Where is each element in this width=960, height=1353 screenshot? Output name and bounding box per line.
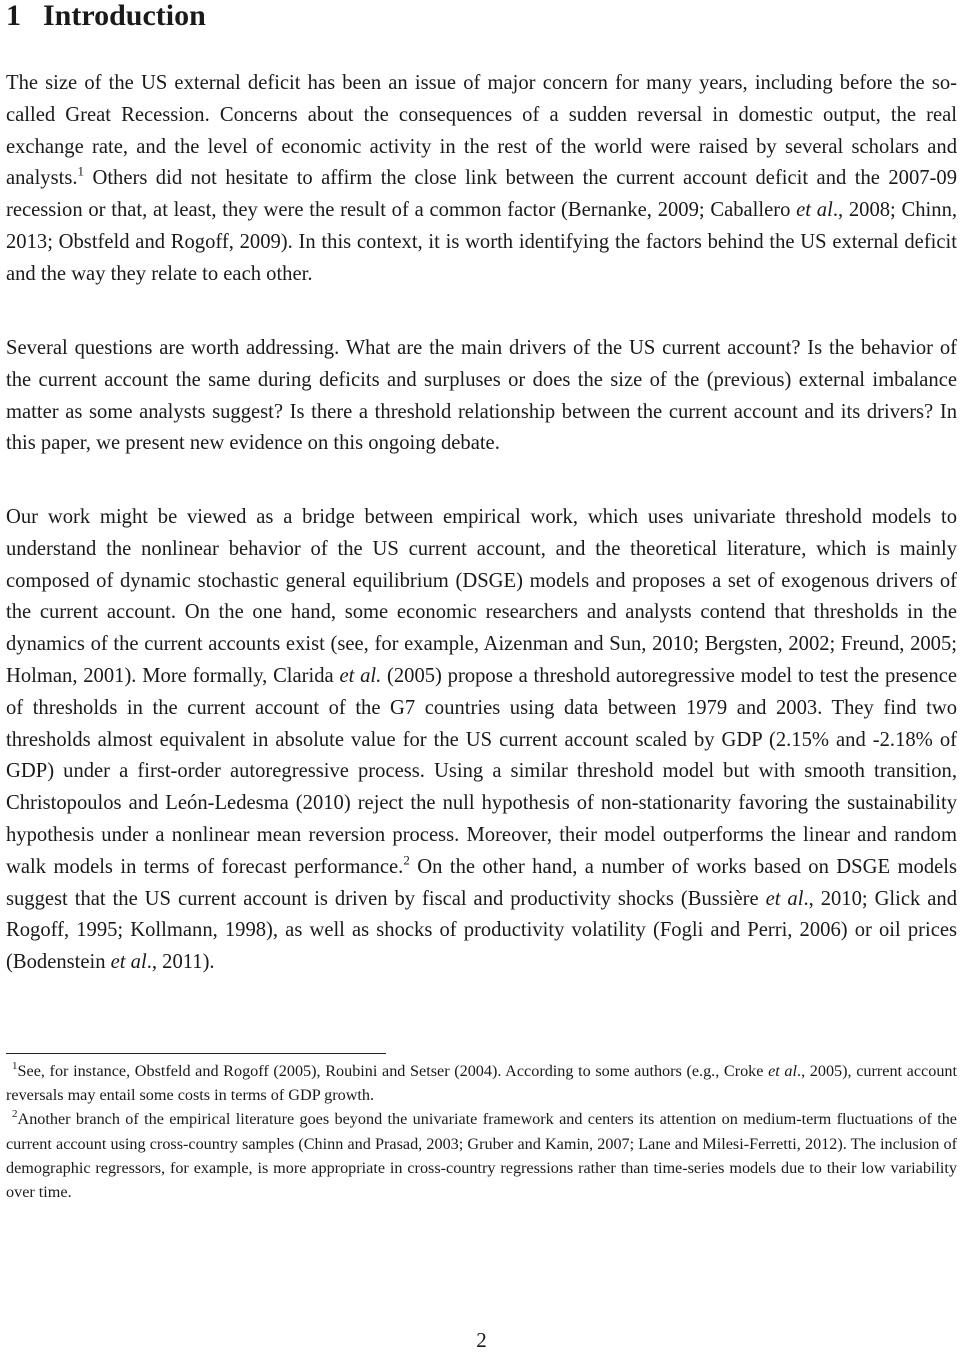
footnote-1-text-b: ., 2005), current account reversals may entail some costs in terms of GDP growth. <box>6 1062 958 1105</box>
footnote-2 <box>6 1107 957 1204</box>
et-al-italic: et al <box>796 199 833 222</box>
page-number: 2 <box>476 1328 487 1352</box>
et-al-italic: et al. <box>339 664 382 687</box>
et-al-italic: et al <box>765 887 804 910</box>
paragraph-3 <box>6 502 957 979</box>
paragraph-3-text-b: (2005) propose a threshold autoregressive model to test the presence of thresholds in the current account of the G7 countries using data between 1979 and 2003. They find two thresholds almost equivalent in absolute value for the US current account scaled by GDP (2.15% and -2.18% of GDP) under a first-order autoregressive process. Using a similar threshold model but with smooth transition, Christopoulos and León-Ledesma (2010) reject the null hypothesis of non-stationarity favoring the sustainability hypothesis under a nonlinear mean reversion process. Moreover, their model outperforms the linear and random walk models in terms of forecast performance. <box>6 664 957 878</box>
footnote-mark-2: 2 <box>12 1108 18 1121</box>
paragraph-2: Several questions are worth addressing. What are the main drivers of the US current account? Is the behavior of the current account the same during deficits and surpluses or does the size of the (previous) external imbalance matter as some analysts suggest? Is there a threshold relationship between the current account and its drivers? In this paper, we present new evidence on this ongoing debate. <box>6 337 957 455</box>
et-al-italic: et al <box>110 951 147 974</box>
footnotes <box>6 1059 957 1204</box>
footnote-ref-1[interactable]: 1 <box>77 163 84 179</box>
paragraph-1-text-a: The size of the US external deficit has been an issue of major concern for many years, including before the so-called Great Recession. Concerns about the consequences of a sudden reversal in domestic output, the real exchange rate, and the level of economic activity in the rest of the world were raised by several scholars and analysts. <box>6 72 957 190</box>
paragraph-3-text-c: On the other hand, a number of works based on DSGE models suggest that the US current account is driven by fiscal and productivity shocks (Bussière <box>6 855 957 910</box>
section-number: 1 <box>6 0 21 32</box>
et-al-italic: et al <box>768 1062 798 1080</box>
paragraph-3-text-e: ., 2011). <box>146 951 215 974</box>
section-heading <box>6 0 206 36</box>
footnote-mark-1: 1 <box>12 1059 18 1072</box>
paragraph-3-text-d: ., 2010; Glick and Rogoff, 1995; Kollmann, 1998), as well as shocks of productivity volatility (Fogli and Perri, 2006) or oil prices (Bodenstein <box>6 887 958 974</box>
footnote-rule <box>6 1053 386 1054</box>
paragraph-1-text-c: ., 2008; Chinn, 2013; Obstfeld and Rogoff, 2009). In this context, it is worth identifying the factors behind the US external deficit and the way they relate to each other. <box>6 199 958 285</box>
footnote-ref-2[interactable]: 2 <box>403 852 410 868</box>
section-title: Introduction <box>43 0 206 32</box>
paragraph-1-text-b: Others did not hesitate to affirm the close link between the current account deficit and the 2007-09 recession or that, at least, they were the result of a common factor (Bernanke, 2009; Caballero <box>6 167 957 222</box>
footnote-1 <box>6 1059 957 1107</box>
footnote-1-text-a: See, for instance, Obstfeld and Rogoff (2005), Roubini and Setser (2004). According to some authors (e.g., Croke <box>17 1062 769 1080</box>
paragraph-3-text-a: Our work might be viewed as a bridge between empirical work, which uses univariate threshold models to understand the nonlinear behavior of the US current account, and the theoretical literature, which is mainly composed of dynamic stochastic general equilibrium (DSGE) models and proposes a set of exogenous drivers of the current account. On the one hand, some economic researchers and analysts contend that thresholds in the dynamics of the current accounts exist (see, for example, Aizenman and Sun, 2010; Bergsten, 2002; Freund, 2005; Holman, 2001). More formally, Clarida <box>6 506 957 687</box>
footnote-2-text: Another branch of the empirical literature goes beyond the univariate framework and centers its attention on medium-term fluctuations of the current account using cross-country samples (Chinn and Prasad, 2003; Gruber and Kamin, 2007; Lane and Milesi-Ferretti, 2012). The inclusion of demographic regressors, for example, is more appropriate in cross-country regressions rather than time-series models due to their low variability over time. <box>6 1110 957 1202</box>
paragraph-1 <box>6 68 957 291</box>
